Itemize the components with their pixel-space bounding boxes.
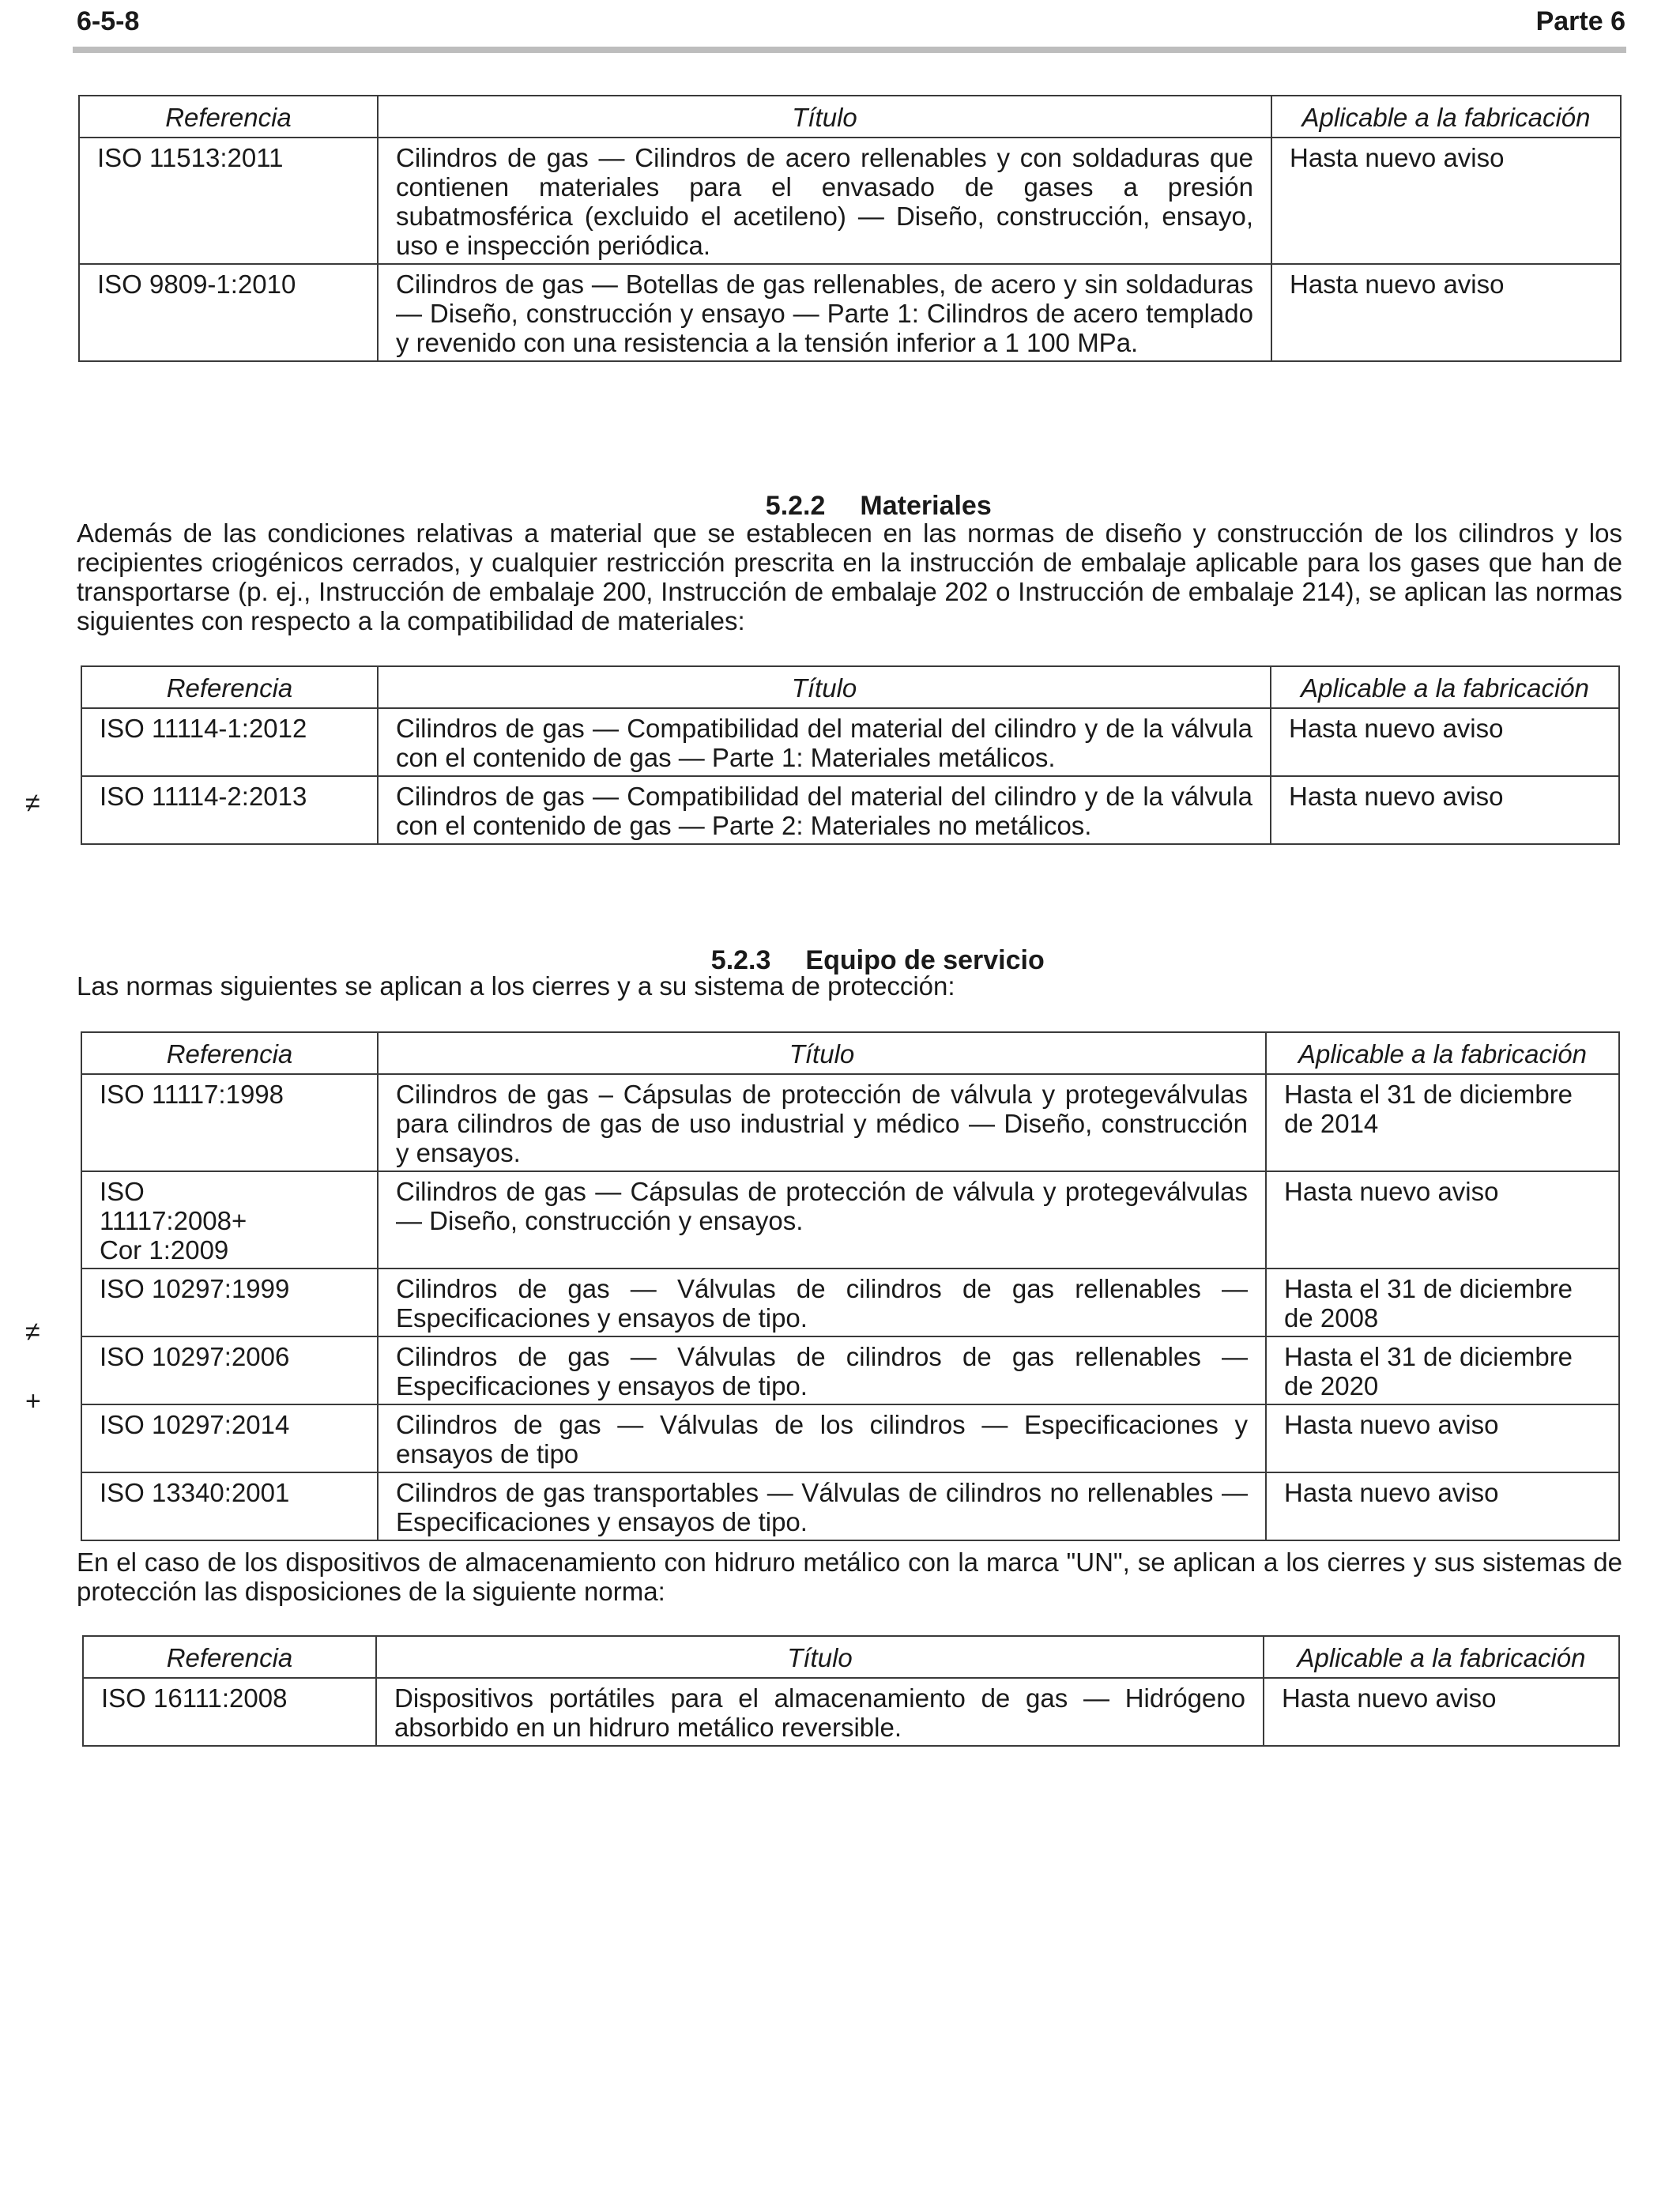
- col-header-title: Título: [378, 96, 1271, 138]
- cell-applicable: Hasta nuevo aviso: [1264, 1678, 1619, 1746]
- col-header-reference: Referencia: [81, 666, 378, 708]
- col-header-title: Título: [376, 1636, 1264, 1678]
- col-header-applicable: Aplicable a la fabricación: [1271, 666, 1619, 708]
- table-row: [81, 1404, 1619, 1472]
- table-row: [81, 1171, 1619, 1269]
- table-row: [79, 138, 1621, 264]
- change-mark-not-equal: ≠: [25, 1317, 40, 1347]
- table-row: [81, 1074, 1619, 1171]
- page-header: [77, 3, 1625, 40]
- service-equipment-paragraph: Las normas siguientes se aplican a los cierres y a su sistema de protección:: [77, 971, 955, 1001]
- cell-reference: ISO 10297:2006: [81, 1336, 378, 1404]
- cell-reference: ISO 9809-1:2010: [79, 264, 378, 361]
- cell-applicable: Hasta nuevo aviso: [1266, 1404, 1619, 1472]
- cell-title: Cilindros de gas – Cápsulas de protección de válvula y protegeválvulas para cilindros de gas de uso industrial y médico — Diseño, construcción y ensayos.: [378, 1074, 1266, 1171]
- cell-reference: ISO 13340:2001: [81, 1472, 378, 1540]
- table-row: [79, 264, 1621, 361]
- col-header-title: Título: [378, 1032, 1266, 1074]
- change-mark-plus: +: [25, 1386, 41, 1416]
- page-number: 6-5-8: [77, 6, 140, 36]
- table-row: [81, 776, 1619, 844]
- col-header-applicable: Aplicable a la fabricación: [1271, 96, 1621, 138]
- cell-title: Cilindros de gas — Compatibilidad del material del cilindro y de la válvula con el contenido de gas — Parte 2: Materiales no metálicos.: [378, 776, 1271, 844]
- cell-title: Cilindros de gas — Botellas de gas rellenables, de acero y sin soldaduras — Diseño, construcción y ensayo — Parte 1: Cilindros de acero templado y revenido con una resistencia a la tensión inferior a 1 100 MPa.: [378, 264, 1271, 361]
- standards-table-materials: [81, 665, 1620, 845]
- section-number: 5.2.3: [710, 945, 771, 975]
- cell-applicable: Hasta nuevo aviso: [1271, 264, 1621, 361]
- cell-title: Cilindros de gas transportables — Válvulas de cilindros no rellenables — Especificaciones y ensayos de tipo.: [378, 1472, 1266, 1540]
- cell-reference: ISO 10297:2014: [81, 1404, 378, 1472]
- cell-title: Dispositivos portátiles para el almacenamiento de gas — Hidrógeno absorbido en un hidruro metálico reversible.: [376, 1678, 1264, 1746]
- cell-title: Cilindros de gas — Válvulas de los cilindros — Especificaciones y ensayos de tipo: [378, 1404, 1266, 1472]
- cell-reference: ISO 10297:1999: [81, 1269, 378, 1336]
- table-row: [81, 708, 1619, 776]
- table-row: [81, 1336, 1619, 1404]
- cell-reference: ISO 11114-1:2012: [81, 708, 378, 776]
- section-title: Equipo de servicio: [805, 945, 1045, 975]
- header-rule: [73, 47, 1626, 53]
- table-row: [81, 1269, 1619, 1336]
- table-row: [83, 1678, 1619, 1746]
- part-label: Parte 6: [1535, 6, 1625, 36]
- cell-reference: ISO 11117:1998: [81, 1074, 378, 1171]
- cell-applicable: Hasta nuevo aviso: [1271, 776, 1619, 844]
- table-header-row: [79, 96, 1621, 138]
- section-number: 5.2.2: [765, 491, 826, 521]
- cell-title: Cilindros de gas — Compatibilidad del material del cilindro y de la válvula con el contenido de gas — Parte 1: Materiales metálicos.: [378, 708, 1271, 776]
- col-header-applicable: Aplicable a la fabricación: [1264, 1636, 1619, 1678]
- cell-applicable: Hasta el 31 de diciembre de 2014: [1266, 1074, 1619, 1171]
- table-header-row: [81, 666, 1619, 708]
- materials-paragraph: Además de las condiciones relativas a material que se establecen en las normas de diseño y construcción de los cilindros y los recipientes criogénicos cerrados, y cualquier restricción prescrita en la instrucción de embalaje aplicable para los gases que han de transportarse (p. ej., Instrucción de embalaje 200, Instrucción de embalaje 202 o Instrucción de embalaje 214), se aplican las normas siguientes con respecto a la compatibilidad de materiales:: [77, 518, 1622, 635]
- cell-applicable: Hasta nuevo aviso: [1266, 1171, 1619, 1269]
- cell-applicable: Hasta nuevo aviso: [1271, 708, 1619, 776]
- change-mark-not-equal: ≠: [25, 788, 40, 818]
- table-header-row: [81, 1032, 1619, 1074]
- standards-table-service-equipment: [81, 1031, 1620, 1541]
- standards-table-cylinders: [78, 95, 1622, 362]
- metal-hydride-paragraph: En el caso de los dispositivos de almacenamiento con hidruro metálico con la marca "UN", se aplican a los cierres y sus sistemas de protección las disposiciones de la siguiente norma:: [77, 1547, 1622, 1606]
- cell-reference: ISO 11114-2:2013: [81, 776, 378, 844]
- col-header-reference: Referencia: [83, 1636, 376, 1678]
- section-title: Materiales: [860, 491, 992, 521]
- col-header-applicable: Aplicable a la fabricación: [1266, 1032, 1619, 1074]
- table-header-row: [83, 1636, 1619, 1678]
- cell-applicable: Hasta nuevo aviso: [1266, 1472, 1619, 1540]
- cell-title: Cilindros de gas — Cilindros de acero rellenables y con soldaduras que contienen materiales para el envasado de gases a presión subatmosférica (excluido el acetileno) — Diseño, construcción, ensayo, uso e inspección periódica.: [378, 138, 1271, 264]
- col-header-reference: Referencia: [81, 1032, 378, 1074]
- cell-applicable: Hasta el 31 de diciembre de 2020: [1266, 1336, 1619, 1404]
- cell-reference: ISO 11117:2008+ Cor 1:2009: [81, 1171, 378, 1269]
- cell-reference: ISO 11513:2011: [79, 138, 378, 264]
- table-row: [81, 1472, 1619, 1540]
- cell-reference: ISO 16111:2008: [83, 1678, 376, 1746]
- standards-table-metal-hydride: [82, 1635, 1620, 1747]
- cell-title: Cilindros de gas — Válvulas de cilindros de gas rellenables — Especificaciones y ensayos de tipo.: [378, 1336, 1266, 1404]
- col-header-title: Título: [378, 666, 1271, 708]
- cell-title: Cilindros de gas — Válvulas de cilindros de gas rellenables — Especificaciones y ensayos de tipo.: [378, 1269, 1266, 1336]
- cell-applicable: Hasta nuevo aviso: [1271, 138, 1621, 264]
- col-header-reference: Referencia: [79, 96, 378, 138]
- cell-title: Cilindros de gas — Cápsulas de protección de válvula y protegeválvulas — Diseño, construcción y ensayos.: [378, 1171, 1266, 1269]
- cell-applicable: Hasta el 31 de diciembre de 2008: [1266, 1269, 1619, 1336]
